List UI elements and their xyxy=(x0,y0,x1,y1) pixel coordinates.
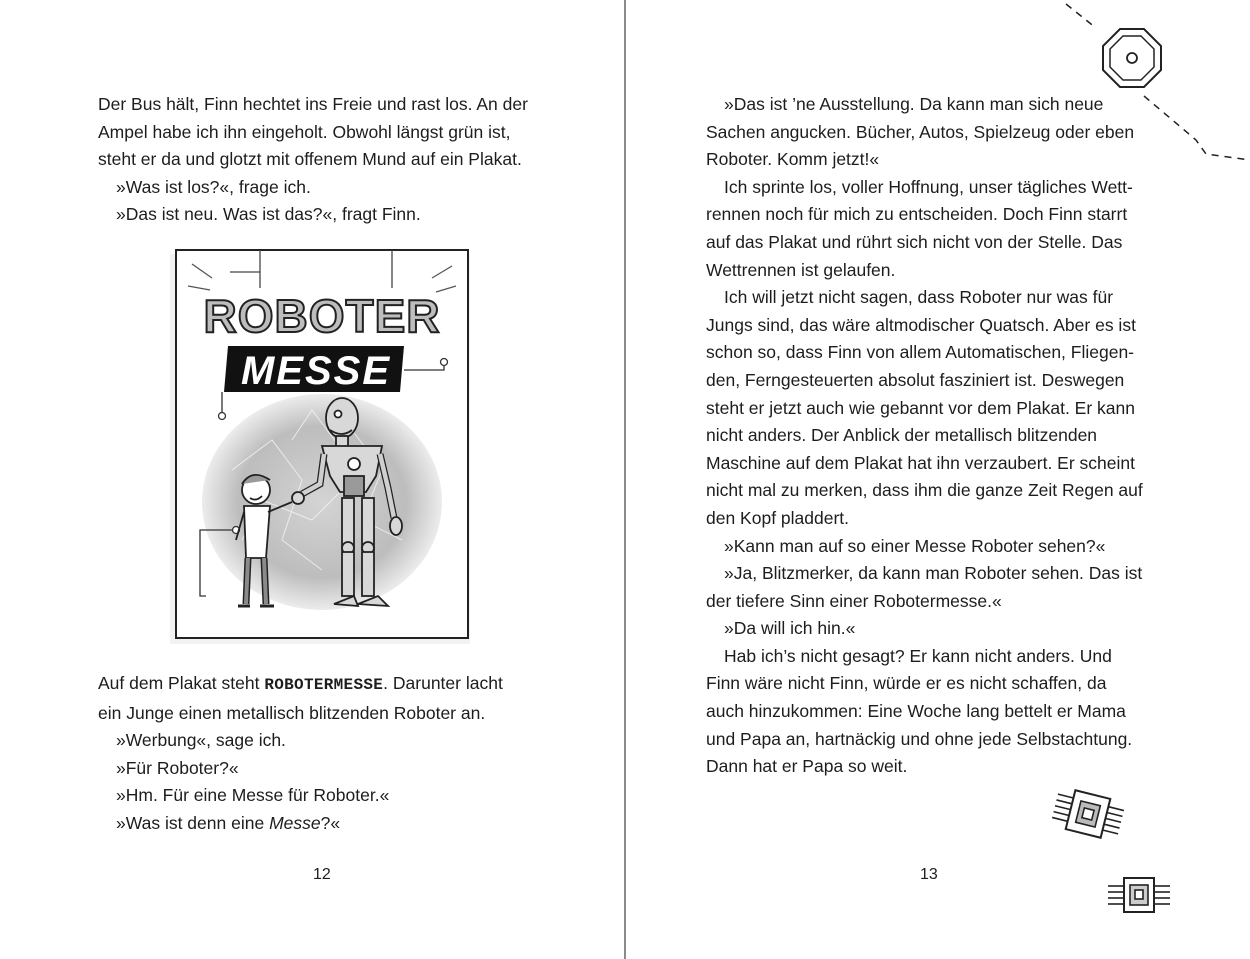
poster-name: ROBOTERMESSE xyxy=(264,676,384,694)
text-line: rennen noch für mich zu entscheiden. Doch Finn starrt xyxy=(706,204,1128,225)
text-line: und Papa an, hartnäckig und ohne jede Selbstachtung. xyxy=(706,728,1133,749)
text-line: ein Junge einen metallisch blitzenden Roboter an. xyxy=(98,702,486,723)
italic-word: Messe xyxy=(269,812,321,833)
text-line: Ampel habe ich ihn eingeholt. Obwohl längst grün ist, xyxy=(98,121,511,142)
text-line: »Da will ich hin.« xyxy=(724,618,856,639)
text-line: den, Ferngesteuerten absolut fasziniert ist. Deswegen xyxy=(706,369,1125,390)
chip-icon xyxy=(1106,874,1172,918)
text-line: Sachen angucken. Bücher, Autos, Spielzeug oder eben xyxy=(706,121,1135,142)
text-line: Ich sprinte los, voller Hoffnung, unser tägliches Wett- xyxy=(724,176,1133,197)
text-line: Roboter. Komm jetzt!« xyxy=(706,149,880,170)
text-line: »Für Roboter?« xyxy=(116,757,239,778)
page-number: 12 xyxy=(313,866,331,883)
text-segment: ?« xyxy=(320,812,341,833)
text-line: steht er da und glotzt mit offenem Mund auf ein Plakat. xyxy=(98,149,522,170)
text-line: »Das ist ’ne Ausstellung. Da kann man sich neue xyxy=(724,94,1104,114)
text-line xyxy=(98,670,503,700)
text-line: der tiefere Sinn einer Robotermesse.« xyxy=(706,590,1002,611)
text-line: »Was ist los?«, frage ich. xyxy=(116,176,311,197)
text-line xyxy=(98,810,503,838)
text-line: Maschine auf dem Plakat hat ihn verzaubert. Er scheint xyxy=(706,452,1135,473)
text-line: Der Bus hält, Finn hechtet ins Freie und rast los. An der xyxy=(98,94,528,114)
text-line: Jungs sind, das wäre altmodischer Quatsch. Aber es ist xyxy=(706,314,1136,335)
text-line: schon so, dass Finn von allem Automatischen, Fliegen- xyxy=(706,342,1134,363)
text-line: nicht anders. Der Anblick der metallisch blitzenden xyxy=(706,425,1098,446)
text-block-top xyxy=(98,91,528,229)
poster-title-top: ROBOTER xyxy=(203,290,441,342)
page-number: 13 xyxy=(920,866,938,883)
text-segment: . Darunter lacht xyxy=(383,673,503,693)
text-line: Finn wäre nicht Finn, würde er es nicht schaffen, da xyxy=(706,673,1107,694)
chip-icon xyxy=(1050,786,1126,842)
text-line: nicht mal zu merken, dass ihm die ganze Zeit Regen auf xyxy=(706,480,1143,501)
right-page xyxy=(626,0,1250,959)
text-line: »Kann man auf so einer Messe Roboter sehen?« xyxy=(724,535,1106,556)
circuit-line-decoration xyxy=(1056,0,1250,170)
text-line: Ich will jetzt nicht sagen, dass Roboter nur was für xyxy=(724,287,1114,308)
text-segment: »Was ist denn eine xyxy=(116,812,270,833)
text-line: Hab ich’s nicht gesagt? Er kann nicht anders. Und xyxy=(724,645,1112,666)
text-line: steht er jetzt auch wie gebannt vor dem Plakat. Er kann xyxy=(706,397,1135,418)
poster-title-bottom: MESSE xyxy=(240,349,392,393)
octagon-chip-icon xyxy=(1103,29,1161,87)
text-line: Wettrennen ist gelaufen. xyxy=(706,259,896,280)
text-line: »Hm. Für eine Messe für Roboter.« xyxy=(116,785,390,806)
text-line: auf das Plakat und rührt sich nicht von der Stelle. Das xyxy=(706,231,1123,252)
left-page xyxy=(0,0,624,959)
text-line: »Werbung«, sage ich. xyxy=(116,730,286,751)
poster-illustration xyxy=(152,240,488,656)
text-line: auch hinzukommen: Eine Woche lang bettelt er Mama xyxy=(706,701,1126,722)
text-block-bottom xyxy=(98,670,503,838)
text-line: den Kopf pladdert. xyxy=(706,507,850,528)
text-segment: Auf dem Plakat steht xyxy=(98,673,265,693)
text-line: »Ja, Blitzmerker, da kann man Roboter sehen. Das ist xyxy=(724,563,1143,584)
text-block-right xyxy=(706,91,1143,781)
text-line: »Das ist neu. Was ist das?«, fragt Finn. xyxy=(116,204,421,225)
text-line: Dann hat er Papa so weit. xyxy=(706,756,908,777)
